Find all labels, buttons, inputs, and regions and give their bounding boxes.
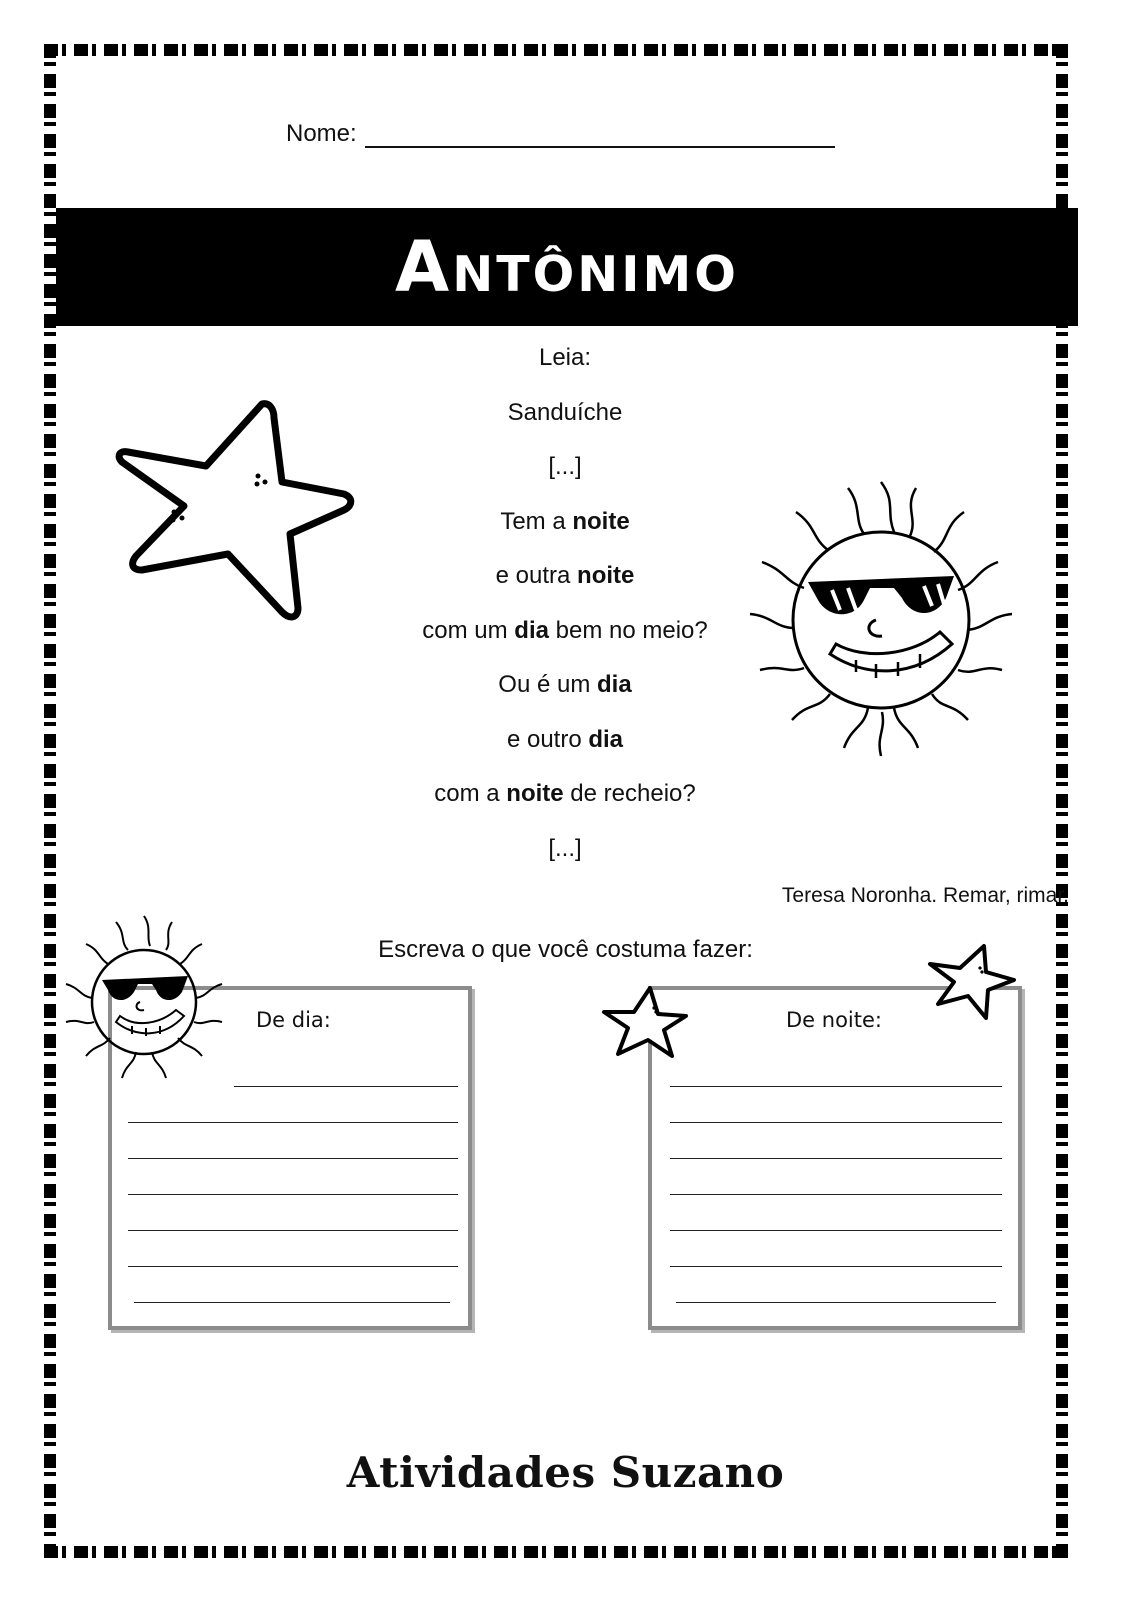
poem-bold-word: dia [514,616,549,644]
night-writing-line[interactable] [670,1122,1002,1123]
poem-attribution: Teresa Noronha. Remar, rimar. [781,884,1069,907]
page-title: Antônimo [395,226,739,308]
name-row [286,120,835,148]
night-writing-line[interactable] [670,1158,1002,1159]
poem-line [330,774,800,829]
border-left [44,44,56,1558]
night-label: De noite: [786,1008,882,1032]
poem-line [330,665,800,720]
night-writing-line[interactable] [670,1086,1002,1087]
day-label: De dia: [256,1008,331,1032]
poem-text: bem no meio? [548,616,708,644]
day-writing-line[interactable] [234,1086,458,1087]
poem-text: e outro [506,725,589,753]
border-top [44,44,1068,56]
night-writing-line[interactable] [670,1194,1002,1195]
poem-bold-word: noite [572,507,630,535]
star-icon [922,942,1018,1024]
activity-instruction: Escreva o que você costuma fazer: [378,936,753,963]
title-bar [56,208,1078,326]
day-writing-line[interactable] [128,1158,458,1159]
day-writing-line[interactable] [128,1194,458,1195]
day-writing-line[interactable] [128,1230,458,1231]
poem-line [330,720,800,775]
poem-text: com um [422,616,515,644]
night-writing-line[interactable] [670,1266,1002,1267]
poem-line [330,556,800,611]
poem-text: Ou é um [498,671,598,698]
poem-intro: Leia: [538,344,592,371]
night-writing-line[interactable] [670,1230,1002,1231]
poem-bold-word: dia [588,725,624,753]
poem-text: de recheio? [563,780,696,807]
poem-bold-word: noite [506,780,564,807]
name-label: Nome: [286,120,357,147]
sun-with-sunglasses-icon [56,910,232,1086]
poem [330,338,800,883]
day-writing-line[interactable] [128,1266,458,1267]
night-writing-line[interactable] [676,1302,996,1303]
day-writing-line[interactable] [128,1122,458,1123]
poem-text: com a [434,780,507,807]
poem-text: Tem a [500,507,573,535]
poem-line [330,502,800,557]
poem-text: e outra [495,562,578,589]
poem-bold-word: noite [577,562,635,589]
poem-title: Sanduíche [507,398,623,426]
poem-line [330,611,800,666]
day-writing-line[interactable] [134,1302,450,1303]
footer-brand: Atividades Suzano [346,1448,785,1497]
star-icon [112,396,362,624]
name-field[interactable] [365,120,835,148]
star-icon [598,984,692,1062]
poem-ellipsis-bottom: [...] [548,834,582,862]
poem-ellipsis-top: [...] [548,453,582,480]
poem-bold-word: dia [597,671,632,698]
border-bottom [44,1546,1068,1558]
